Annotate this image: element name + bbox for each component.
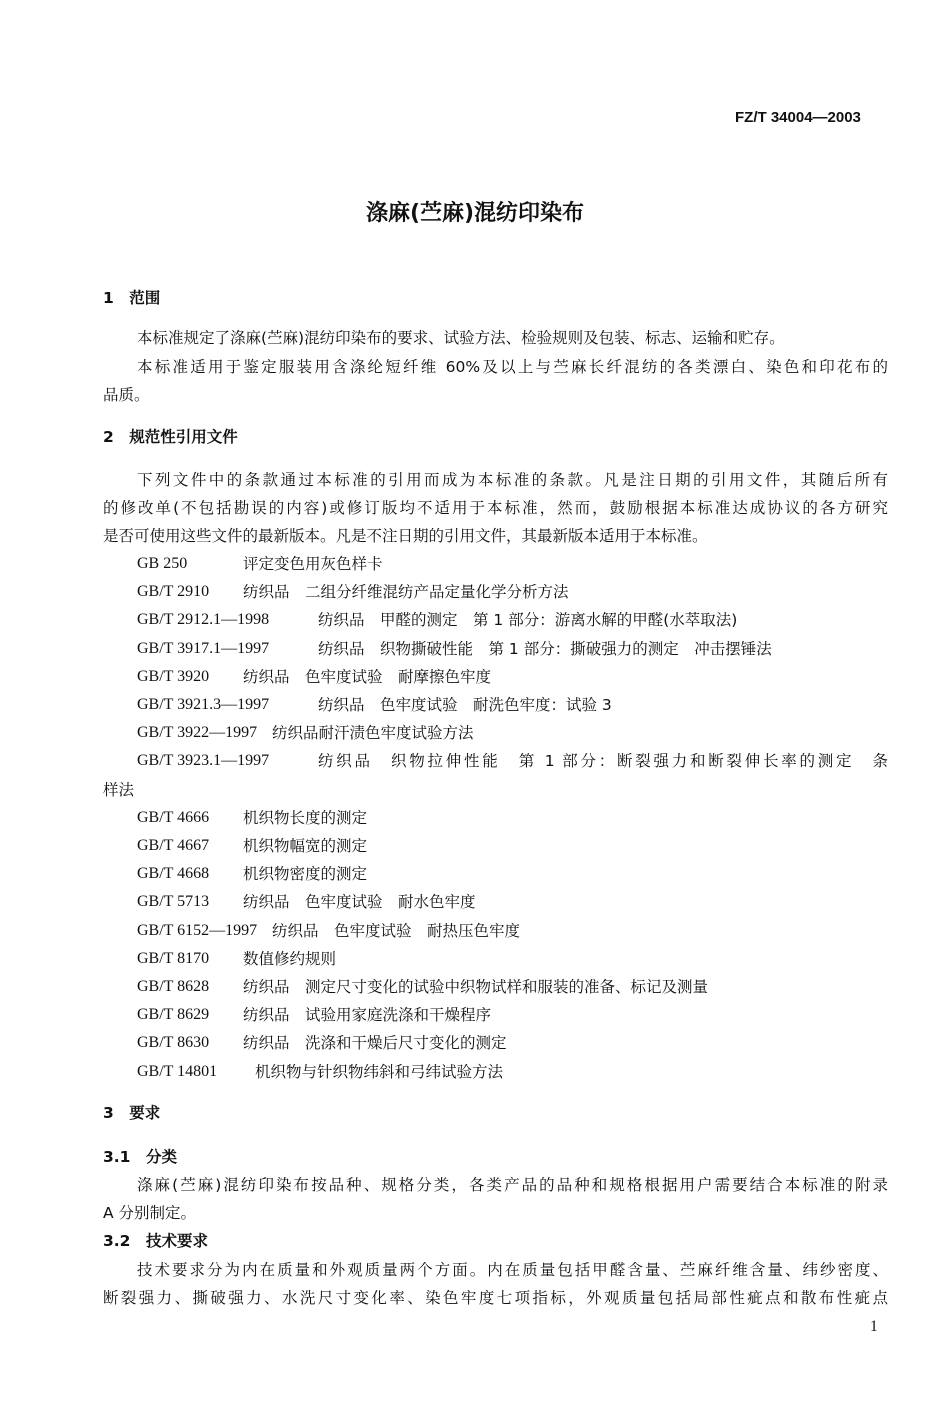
reference-title: 纺织品 甲醛的测定 第 1 部分：游离水解的甲醛(水萃取法) (318, 611, 738, 630)
reference-title: 纺织品 织物撕破性能 第 1 部分：撕破强力的测定 冲击摆锤法 (318, 639, 772, 658)
paragraph: 涤麻(苎麻)混纺印染布按品种、规格分类，各类产品的品种和规格根据用户需要结合本标准的附录 (137, 1176, 888, 1194)
reference-title: 纺织品 色牢度试验 耐洗色牢度：试验 3 (318, 696, 612, 714)
reference-title: 机织物密度的测定 (243, 865, 368, 884)
paragraph: 断裂强力、撕破强力、水洗尺寸变化率、染色牢度七项指标，外观质量包括局部性疵点和散布性疵点 (103, 1289, 888, 1307)
reference-title: 纺织品 洗涤和干燥后尺寸变化的测定 (243, 1034, 507, 1053)
section-1-heading: 1 范围 (103, 289, 161, 307)
page-number: 1 (870, 1318, 878, 1335)
reference-code: GB/T 3917.1—1997 (137, 639, 270, 657)
paragraph: 是否可使用这些文件的最新版本。凡是不注日期的引用文件，其最新版本适用于本标准。 (103, 527, 708, 545)
reference-code: GB/T 8170 (137, 949, 210, 967)
paragraph: 的修改单(不包括勘误的内容)或修订版均不适用于本标准，然而，鼓励根据本标准达成协议的各方研究 (103, 499, 888, 517)
paragraph: 本标准规定了涤麻(苎麻)混纺印染布的要求、试验方法、检验规则及包装、标志、运输和贮存。 (137, 329, 785, 347)
reference-title: 纺织品 织物拉伸性能 第 1 部分：断裂强力和断裂伸长率的测定 条 (318, 752, 888, 771)
section-3-heading: 3 要求 (103, 1104, 161, 1122)
paragraph: 品质。 (103, 386, 150, 404)
reference-code: GB/T 8630 (137, 1034, 210, 1052)
standard-number: FZ/T 34004—2003 (735, 109, 861, 126)
paragraph: A 分别制定。 (103, 1204, 197, 1222)
reference-title: 纺织品耐汗渍色牢度试验方法 (272, 724, 474, 743)
reference-title: 纺织品 色牢度试验 耐热压色牢度 (272, 921, 521, 940)
reference-code: GB/T 4666 (137, 808, 210, 826)
reference-code: GB/T 4668 (137, 865, 210, 883)
reference-title: 评定变色用灰色样卡 (243, 555, 383, 573)
reference-title: 纺织品 色牢度试验 耐摩擦色牢度 (243, 667, 492, 686)
reference-code: GB/T 6152—1997 (137, 921, 258, 939)
document-title: 涤麻(苎麻)混纺印染布 (365, 201, 585, 226)
paragraph: 技术要求分为内在质量和外观质量两个方面。内在质量包括甲醛含量、苎麻纤维含量、纬纱密度、 (137, 1261, 888, 1279)
reference-code: GB/T 3922—1997 (137, 724, 258, 742)
reference-title: 机织物与针织物纬斜和弓纬试验方法 (255, 1062, 504, 1081)
reference-code: GB/T 8629 (137, 1006, 210, 1024)
reference-code: GB/T 14801 (137, 1062, 218, 1080)
reference-title-continued: 样法 (103, 780, 135, 799)
reference-title: 纺织品 测定尺寸变化的试验中织物试样和服装的准备、标记及测量 (243, 978, 709, 996)
reference-title: 纺织品 二组分纤维混纺产品定量化学分析方法 (243, 583, 569, 602)
paragraph: 下列文件中的条款通过本标准的引用而成为本标准的条款。凡是注日期的引用文件，其随后所有 (137, 471, 888, 489)
paragraph: 本标准适用于鉴定服装用含涤纶短纤维 60%及以上与苎麻长纤混纺的各类漂白、染色和印花布的 (137, 358, 888, 376)
reference-code: GB/T 4667 (137, 837, 210, 854)
reference-code: GB/T 2910 (137, 583, 210, 601)
reference-code: GB/T 8628 (137, 978, 210, 995)
reference-code: GB/T 3923.1—1997 (137, 752, 270, 770)
reference-code: GB/T 5713 (137, 893, 210, 911)
reference-title: 机织物长度的测定 (243, 808, 368, 827)
section-2-heading: 2 规范性引用文件 (103, 428, 238, 446)
reference-code: GB/T 3920 (137, 667, 210, 685)
reference-code: GB/T 2912.1—1998 (137, 611, 270, 629)
reference-title: 纺织品 试验用家庭洗涤和干燥程序 (243, 1006, 492, 1025)
reference-code: GB/T 3921.3—1997 (137, 696, 270, 713)
reference-title: 机织物幅宽的测定 (243, 837, 368, 855)
reference-title: 纺织品 色牢度试验 耐水色牢度 (243, 893, 476, 912)
reference-title: 数值修约规则 (243, 949, 337, 968)
reference-code: GB 250 (137, 555, 188, 572)
section-3-2-heading: 3.2 技术要求 (103, 1232, 208, 1250)
section-3-1-heading: 3.1 分类 (103, 1148, 177, 1166)
